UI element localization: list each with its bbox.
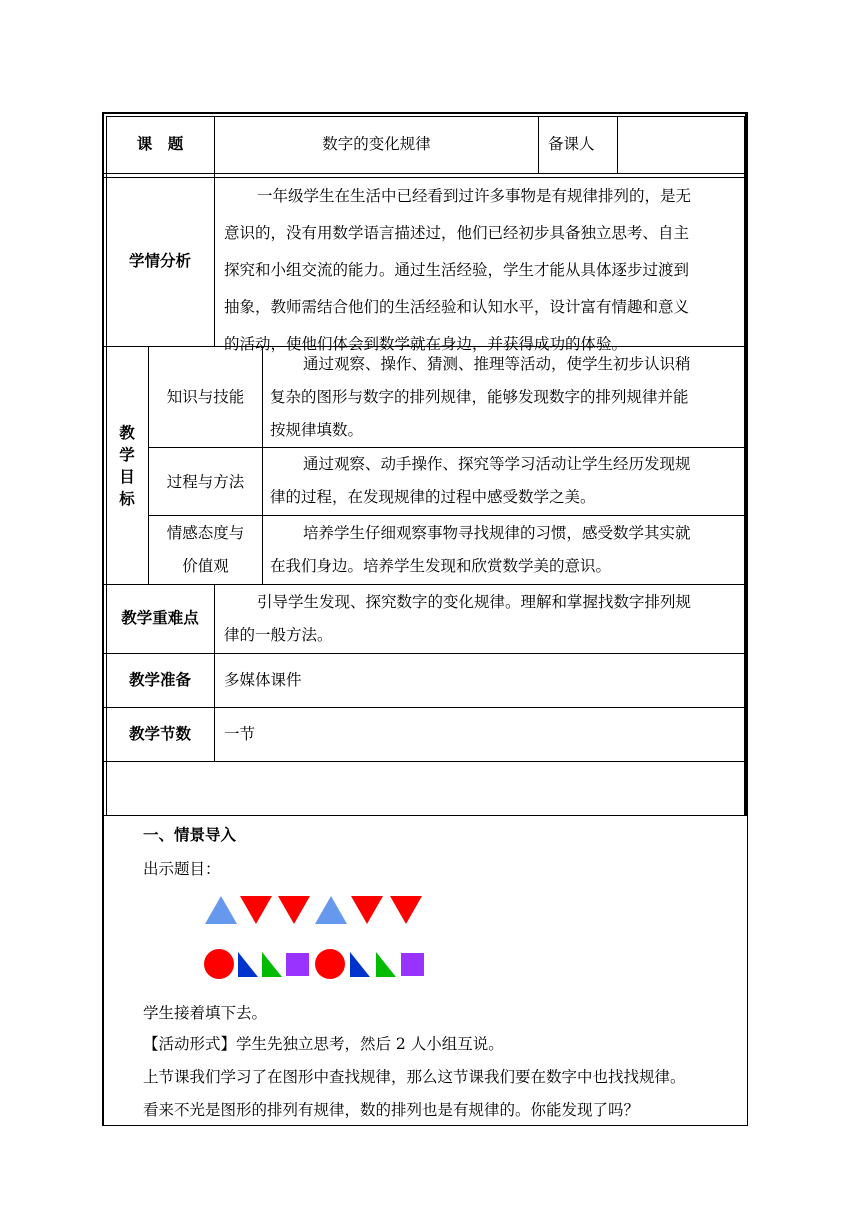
text-line: 意识的，没有用数学语言描述过，他们已经初步具备独立思考、自主 xyxy=(224,224,690,242)
student-analysis-text xyxy=(224,178,740,363)
square-purple-icon xyxy=(401,953,424,976)
text-line: 在我们身边。培养学生发现和欣赏数学美的意识。 xyxy=(270,557,612,575)
triangle-up-blue-icon xyxy=(315,896,347,924)
square-purple-icon xyxy=(286,953,309,976)
col-divider xyxy=(538,116,539,174)
teaching-goals-label xyxy=(117,422,137,510)
circle-red-icon xyxy=(204,949,234,979)
col-divider xyxy=(262,346,263,584)
text-line: 律的一般方法。 xyxy=(224,626,333,644)
process-label: 过程与方法 xyxy=(166,473,245,491)
emotion-label xyxy=(149,517,262,583)
topic-value: 数字的变化规律 xyxy=(322,135,431,153)
process-text xyxy=(270,448,740,514)
triangle-down-red-icon xyxy=(390,896,422,924)
triangle-down-red-icon xyxy=(240,896,272,924)
col-divider xyxy=(214,584,215,761)
periods-label: 教学节数 xyxy=(128,725,191,743)
row-divider xyxy=(104,707,746,708)
lesson-line-1: 学生接着填下去。 xyxy=(143,1004,268,1022)
right-triangle-blue-icon xyxy=(350,952,370,977)
key-points-label: 教学重难点 xyxy=(121,609,199,627)
shape-row-triangles xyxy=(200,890,430,930)
knowledge-label: 知识与技能 xyxy=(166,388,245,406)
lesson-line-2: 【活动形式】学生先独立思考，然后 2 人小组互说。 xyxy=(143,1035,504,1053)
row-divider xyxy=(104,173,746,174)
prompt-text: 出示题目： xyxy=(143,860,221,878)
knowledge-text xyxy=(270,348,740,447)
text-line: 的活动，使他们体会到数学就在身边，并获得成功的体验。 xyxy=(224,335,628,353)
text-line: 引导学生发现、探究数字的变化规律。理解和掌握找数字排列规 xyxy=(257,593,692,611)
row-divider xyxy=(104,653,746,654)
triangle-up-blue-icon xyxy=(205,896,237,924)
triangle-down-red-icon xyxy=(278,896,310,924)
text-line: 通过观察、操作、猜测、推理等活动，使学生初步认识稍 xyxy=(303,355,691,373)
emotion-label-line: 情感态度与 xyxy=(166,524,245,542)
col-divider xyxy=(617,116,618,174)
key-points-text xyxy=(224,586,740,652)
preparation-value: 多媒体课件 xyxy=(224,671,302,689)
text-line: 一年级学生在生活中已经看到过许多事物是有规律排列的，是无 xyxy=(257,187,692,205)
text-line: 按规律填数。 xyxy=(270,421,364,439)
circle-red-icon xyxy=(315,949,345,979)
shape-row-mixed xyxy=(200,944,430,984)
preparation-label: 教学准备 xyxy=(128,671,191,689)
row-divider xyxy=(104,761,746,762)
goal-label-char: 目 xyxy=(119,468,135,486)
right-triangle-blue-icon xyxy=(238,952,258,977)
right-triangle-green-icon xyxy=(262,952,282,977)
student-analysis-label: 学情分析 xyxy=(128,252,191,270)
table-inner-border xyxy=(106,116,746,117)
emotion-text xyxy=(270,517,740,583)
text-line: 复杂的图形与数字的排列规律，能够发现数字的排列规律并能 xyxy=(270,388,689,406)
table-inner-border xyxy=(744,116,745,816)
emotion-label-line: 价值观 xyxy=(182,557,229,575)
text-line: 探究和小组交流的能力。通过生活经验，学生才能从具体逐步过渡到 xyxy=(224,261,690,279)
row-divider xyxy=(148,515,746,516)
text-line: 抽象，教师需结合他们的生活经验和认知水平，设计富有情趣和意义 xyxy=(224,298,690,316)
goal-label-char: 学 xyxy=(119,446,135,464)
right-triangle-green-icon xyxy=(376,952,396,977)
lesson-line-3: 上节课我们学习了在图形中查找规律，那么这节课我们要在数字中也找找规律。 xyxy=(143,1068,686,1086)
text-line: 通过观察、动手操作、探究等学习活动让学生经历发现规 xyxy=(303,455,691,473)
topic-label: 课 题 xyxy=(136,135,184,153)
row-divider xyxy=(104,584,746,585)
goal-label-char: 教 xyxy=(119,424,135,442)
text-line: 培养学生仔细观察事物寻找规律的习惯，感受数学其实就 xyxy=(303,524,691,542)
triangle-down-red-icon xyxy=(351,896,383,924)
table-inner-border xyxy=(106,116,107,816)
preparer-label: 备课人 xyxy=(548,135,595,153)
lesson-line-4: 看来不光是图形的排列有规律，数的排列也是有规律的。你能发现了吗？ xyxy=(143,1101,640,1119)
goal-label-char: 标 xyxy=(119,490,135,508)
periods-value: 一节 xyxy=(224,725,256,743)
text-line: 律的过程，在发现规律的过程中感受数学之美。 xyxy=(270,488,596,506)
section-title: 一、情景导入 xyxy=(143,826,237,844)
